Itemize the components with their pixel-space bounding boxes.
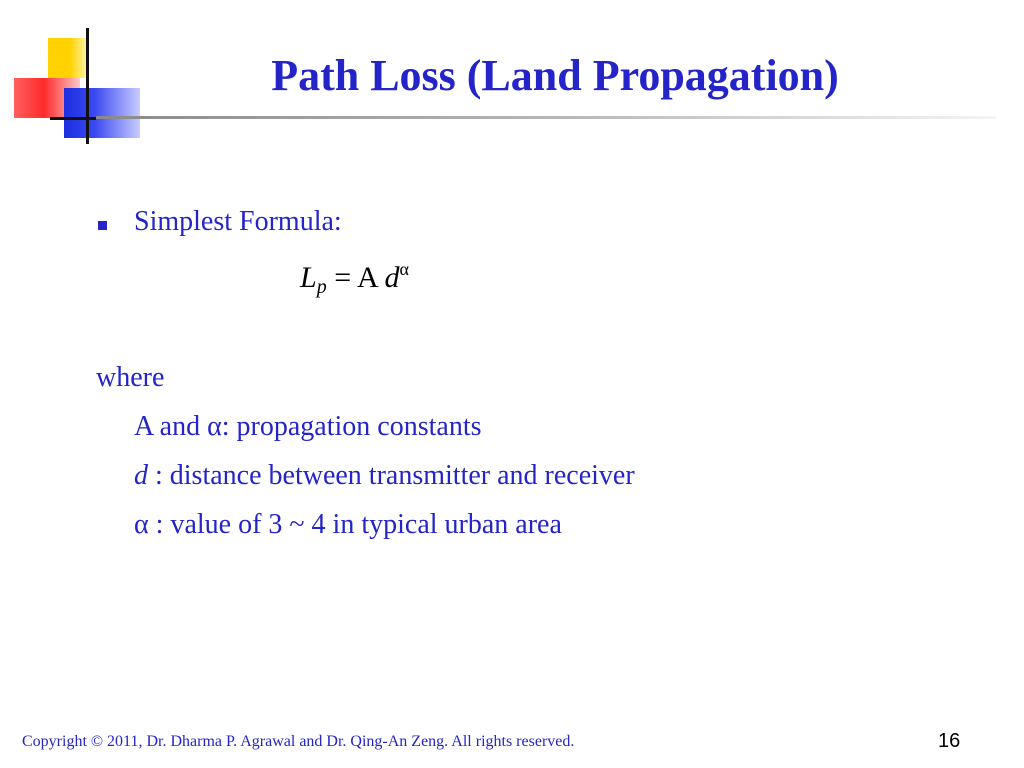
formula-equals-a: = A [326, 261, 385, 294]
formula-superscript-alpha: α [399, 259, 409, 279]
definition-d-text: : distance between transmitter and receiver [148, 460, 635, 491]
path-loss-formula [300, 259, 409, 299]
logo-vertical-line [86, 28, 89, 144]
formula-subscript-p: p [316, 276, 327, 298]
definition-a-alpha: A and α: propagation constants [134, 411, 482, 442]
formula-d: d [384, 261, 400, 294]
bullet-text: Simplest Formula: [134, 206, 342, 237]
slide-title: Path Loss (Land Propagation) [271, 51, 839, 100]
where-label: where [96, 362, 165, 393]
definition-alpha: α : value of 3 ~ 4 in typical urban area [134, 509, 562, 540]
bullet-square-icon [98, 221, 107, 230]
logo-yellow-square [48, 38, 88, 78]
logo-horizontal-line [50, 117, 96, 120]
title-underline [96, 116, 996, 119]
page-number: 16 [938, 730, 961, 752]
formula-l: L [300, 261, 317, 294]
definition-d [134, 460, 635, 492]
definition-d-symbol: d [134, 460, 148, 491]
copyright-footer: Copyright © 2011, Dr. Dharma P. Agrawal and Dr. Qing-An Zeng. All rights reserved. [22, 733, 575, 750]
